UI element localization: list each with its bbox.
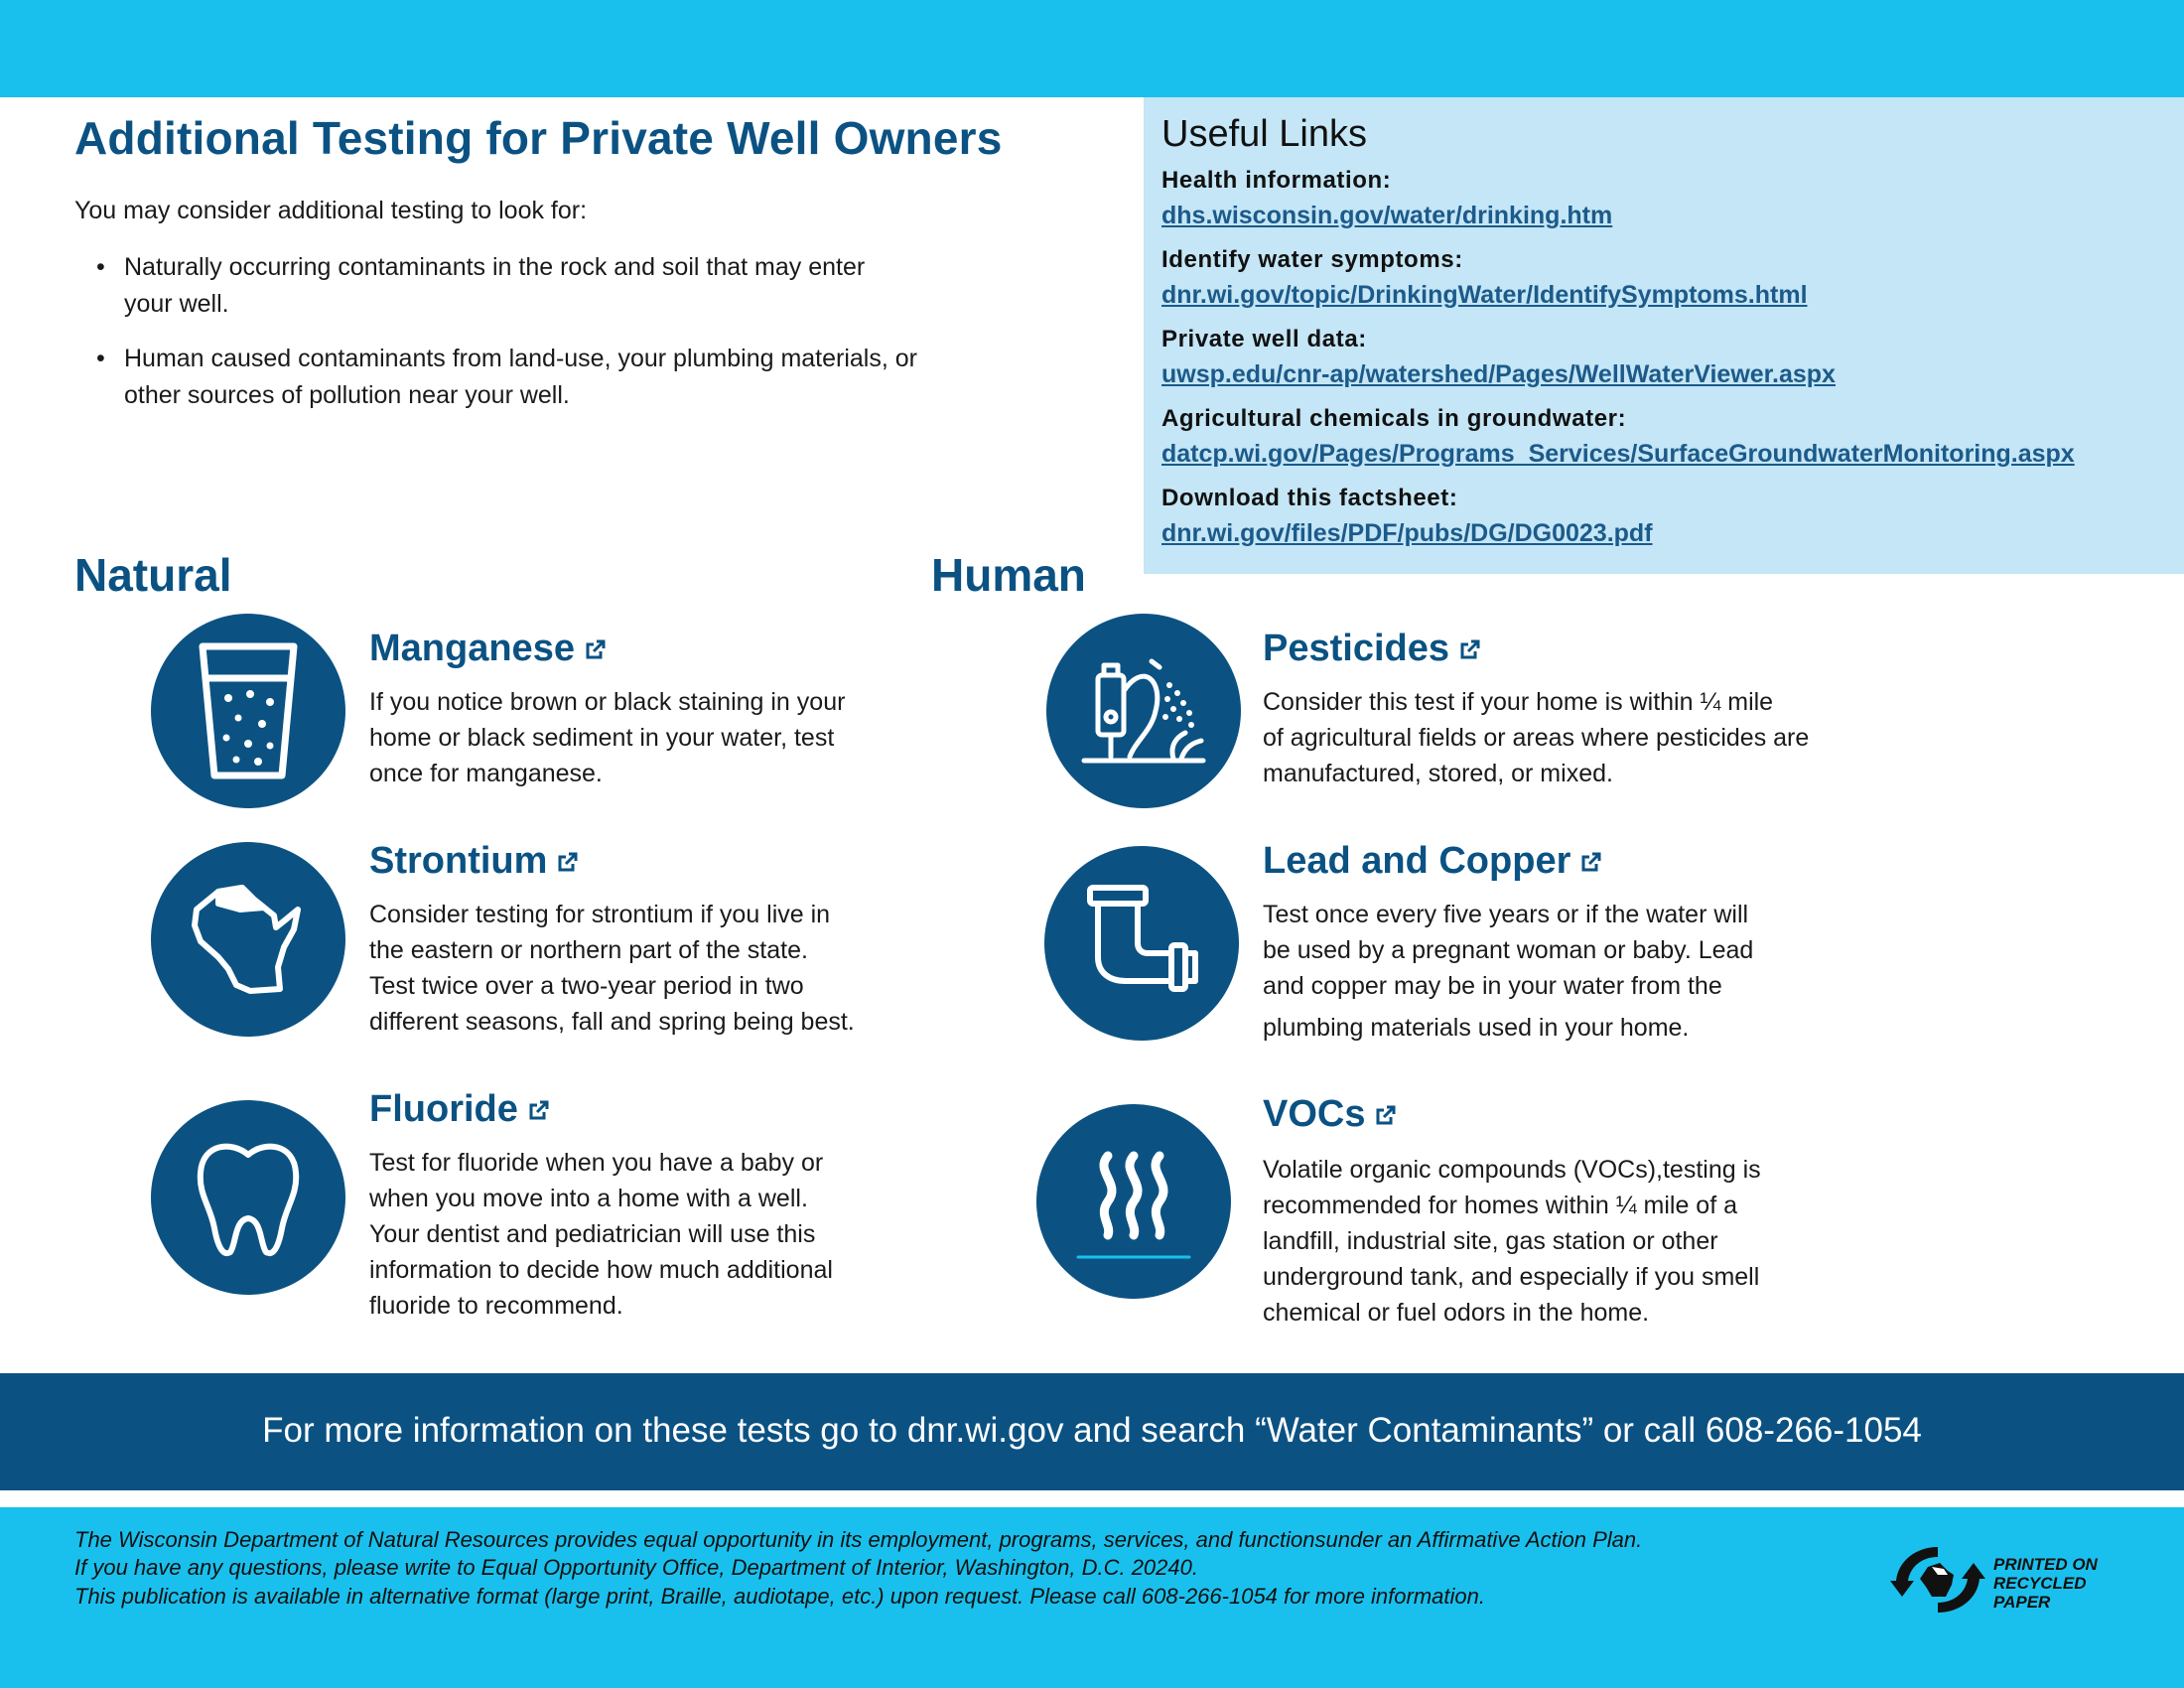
desc-line: be used by a pregnant woman or baby. Lead xyxy=(1263,936,1754,964)
link-label: Agricultural chemicals in groundwater: xyxy=(1161,405,1627,432)
desc-line: landfill, industrial site, gas station or other xyxy=(1263,1227,1718,1255)
external-link-icon xyxy=(585,638,607,660)
external-link-icon xyxy=(1459,638,1481,660)
bullet-line: your well. xyxy=(124,290,229,318)
footer-line: If you have any questions, please write to Equal Opportunity Office, Department of Interior, Washington, D.C. 20240. xyxy=(74,1555,1198,1580)
lead-and-copper-title-text: Lead and Copper xyxy=(1263,840,1571,882)
desc-line: recommended for homes within ¼ mile of a xyxy=(1263,1192,1737,1219)
desc-line: Your dentist and pediatrician will use this xyxy=(369,1220,816,1248)
recycled-paper-label xyxy=(1993,1555,2098,1612)
external-link-icon xyxy=(1375,1104,1397,1126)
desc-line: manufactured, stored, or mixed. xyxy=(1263,760,1613,787)
bullet-glyph: • xyxy=(96,253,105,281)
desc-line: Test once every five years or if the water will xyxy=(1263,901,1749,928)
human-heading: Human xyxy=(931,549,1086,601)
recycled-line: RECYCLED xyxy=(1993,1574,2087,1593)
manganese-description xyxy=(369,684,886,791)
pesticides-description xyxy=(1263,684,1858,791)
pesticides-title-text: Pesticides xyxy=(1263,628,1449,669)
link-label: Download this factsheet: xyxy=(1161,485,1458,511)
manganese-title[interactable] xyxy=(369,628,607,670)
link-download-factsheet[interactable]: dnr.wi.gov/files/PDF/pubs/DG/DG0023.pdf xyxy=(1161,519,1653,547)
pesticide-sprayer-icon xyxy=(1046,614,1241,808)
fluoride-title[interactable] xyxy=(369,1088,550,1131)
desc-line: plumbing materials used in your home. xyxy=(1263,1014,1690,1042)
desc-line: If you notice brown or black staining in your xyxy=(369,688,846,716)
fluoride-description xyxy=(369,1145,886,1324)
vapor-icon xyxy=(1036,1104,1231,1299)
pesticides-title[interactable] xyxy=(1263,628,1481,670)
recycled-line: PAPER xyxy=(1993,1593,2051,1612)
recycle-logo-icon xyxy=(1888,1541,1987,1618)
external-link-icon xyxy=(528,1099,550,1121)
strontium-title[interactable] xyxy=(369,840,579,883)
bullet-line: Human caused contaminants from land-use, your plumbing materials, or xyxy=(124,345,917,372)
desc-line: Test twice over a two-year period in two xyxy=(369,972,804,1000)
desc-line: Consider this test if your home is within ¼ mile xyxy=(1263,688,1774,716)
desc-line: chemical or fuel odors in the home. xyxy=(1263,1299,1650,1327)
link-label: Private well data: xyxy=(1161,326,1367,352)
desc-line: fluoride to recommend. xyxy=(369,1292,623,1320)
manganese-title-text: Manganese xyxy=(369,628,575,669)
strontium-description xyxy=(369,897,905,1040)
vocs-title[interactable] xyxy=(1263,1093,1397,1136)
external-link-icon xyxy=(1580,851,1602,873)
vocs-description xyxy=(1263,1152,1819,1331)
bullet-glyph: • xyxy=(96,345,105,372)
top-color-band xyxy=(0,0,2184,97)
pipe-icon xyxy=(1044,846,1239,1041)
desc-line: underground tank, and especially if you smell xyxy=(1263,1263,1760,1291)
intro-text: You may consider additional testing to look for: xyxy=(74,197,588,224)
link-identify-water-symptoms[interactable]: dnr.wi.gov/topic/DrinkingWater/IdentifySymptoms.html xyxy=(1161,281,1808,309)
desc-line: once for manganese. xyxy=(369,760,603,787)
water-glass-icon xyxy=(151,614,345,808)
bullet-line: Naturally occurring contaminants in the rock and soil that may enter xyxy=(124,253,866,281)
useful-links-title: Useful Links xyxy=(1161,113,1367,155)
natural-heading: Natural xyxy=(74,549,232,601)
desc-line: when you move into a home with a well. xyxy=(369,1185,808,1212)
tooth-icon xyxy=(151,1100,345,1295)
desc-line: and copper may be in your water from the xyxy=(1263,972,1722,1000)
lead-and-copper-title[interactable] xyxy=(1263,840,1602,883)
lead-and-copper-description xyxy=(1263,897,1819,1046)
desc-line: Test for fluoride when you have a baby or xyxy=(369,1149,824,1177)
external-link-icon xyxy=(557,851,579,873)
desc-line: information to decide how much additional xyxy=(369,1256,833,1284)
link-label: Identify water symptoms: xyxy=(1161,246,1463,273)
page-title: Additional Testing for Private Well Owners xyxy=(74,112,1003,164)
desc-line: different seasons, fall and spring being best. xyxy=(369,1008,855,1036)
recycled-line: PRINTED ON xyxy=(1993,1555,2098,1574)
fluoride-title-text: Fluoride xyxy=(369,1088,518,1130)
bullet-line: other sources of pollution near your well. xyxy=(124,381,570,409)
footer-line: This publication is available in alternative format (large print, Braille, audiotape, etc.) upon request. Please call 608-266-1054 for more information. xyxy=(74,1584,1485,1609)
footer-line: The Wisconsin Department of Natural Resources provides equal opportunity in its employment, programs, services, and functionsunder an Affirmative Action Plan. xyxy=(74,1527,1643,1552)
link-health-information[interactable]: dhs.wisconsin.gov/water/drinking.htm xyxy=(1161,202,1613,229)
vocs-title-text: VOCs xyxy=(1263,1093,1366,1135)
wisconsin-map-icon xyxy=(151,842,345,1037)
desc-line: the eastern or northern part of the state. xyxy=(369,936,808,964)
strontium-title-text: Strontium xyxy=(369,840,548,882)
desc-line: home or black sediment in your water, test xyxy=(369,724,835,752)
link-label: Health information: xyxy=(1161,167,1392,194)
desc-line: Volatile organic compounds (VOCs),testing is xyxy=(1263,1156,1761,1184)
link-agricultural-chemicals[interactable]: datcp.wi.gov/Pages/Programs_Services/SurfaceGroundwaterMonitoring.aspx xyxy=(1161,440,2075,468)
link-private-well-data[interactable]: uwsp.edu/cnr-ap/watershed/Pages/WellWaterViewer.aspx xyxy=(1161,360,1836,388)
info-banner-text: For more information on these tests go to dnr.wi.gov and search “Water Contaminants” or call 608-266-1054 xyxy=(262,1411,1922,1450)
desc-line: Consider testing for strontium if you live in xyxy=(369,901,831,928)
desc-line: of agricultural fields or areas where pesticides are xyxy=(1263,724,1810,752)
